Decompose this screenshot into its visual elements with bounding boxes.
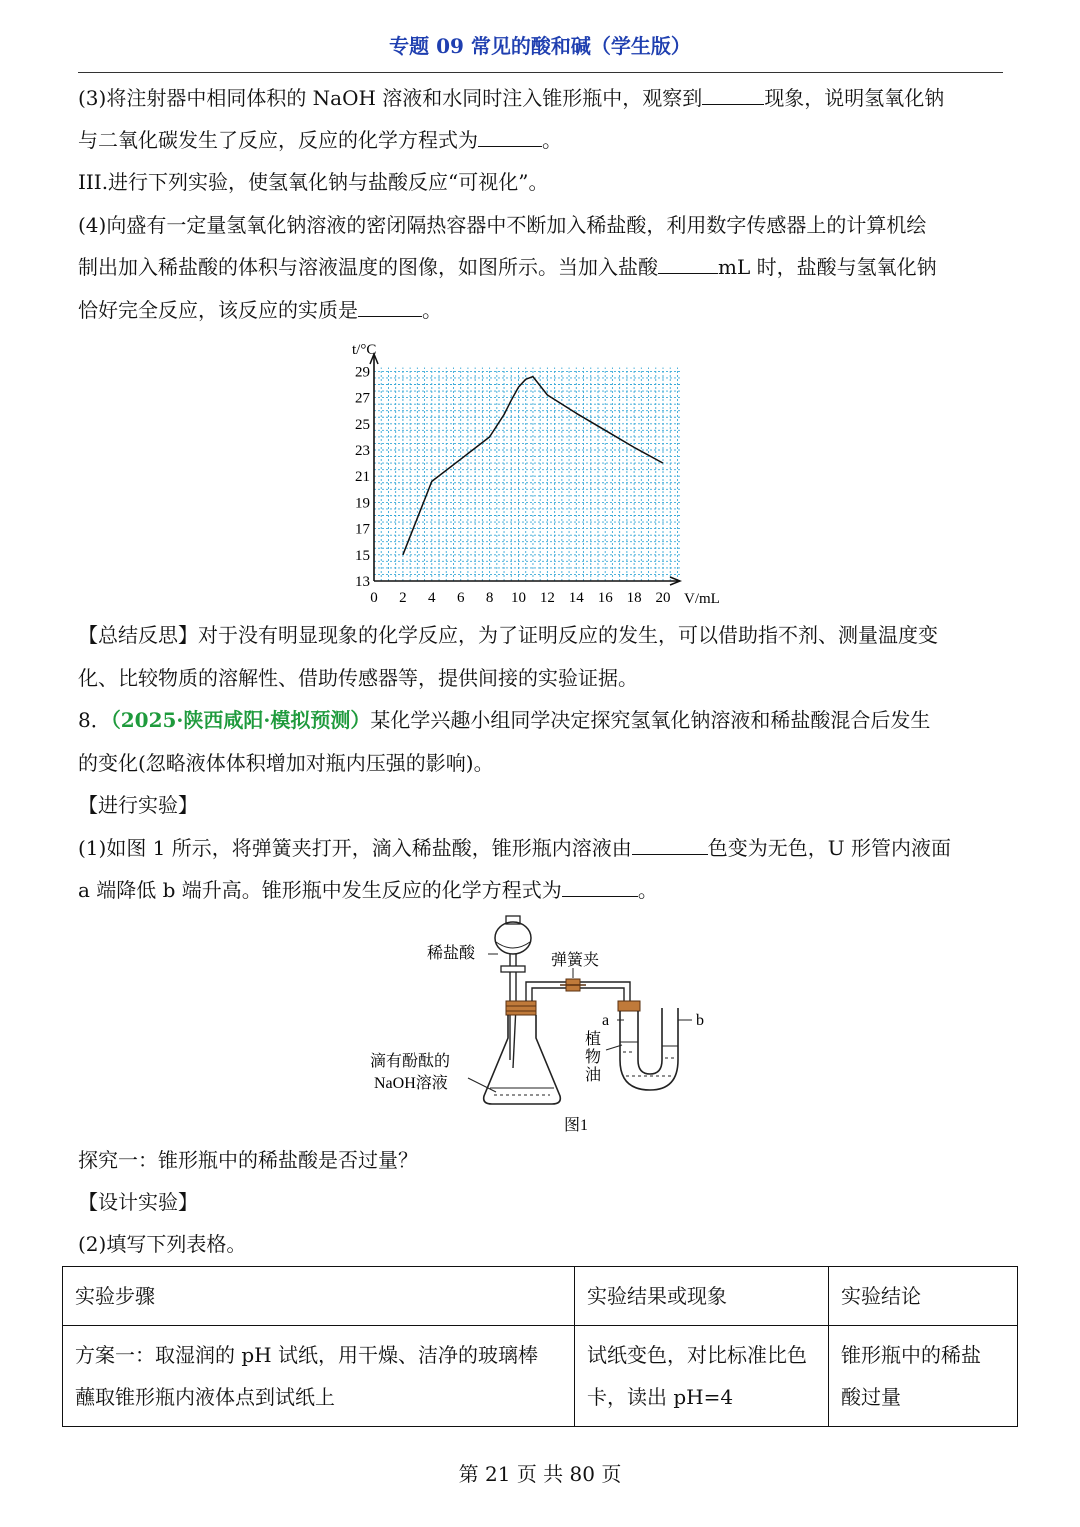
chart-x-tick-label: 2 <box>399 590 407 606</box>
q8-1-text-1b: 色变为无色，U 形管内液面 <box>707 836 951 860</box>
chart-y-label: t/°C <box>352 342 377 358</box>
label-spring-clamp: 弹簧夹 <box>551 952 600 969</box>
design-heading: 【设计实验】 <box>78 1190 198 1214</box>
part3-heading: III.进行下列实验，使氢氧化钠与盐酸反应“可视化”。 <box>78 170 549 194</box>
q8-1-text-2a: a 端降低 b 端升高。锥形瓶中发生反应的化学方程式为 <box>78 878 562 902</box>
chart-x-label: V/mL <box>684 591 720 607</box>
answer-blank[interactable] <box>702 80 764 105</box>
q3-text-1b: 现象，说明氢氧化钠 <box>764 86 945 110</box>
q8-1-line-2 <box>78 869 1008 911</box>
chart-y-tick-label: 29 <box>355 364 370 381</box>
label-b: b <box>696 1012 704 1029</box>
summary-line-2: 化、比较物质的溶解性、借助传感器等，提供间接的实验证据。 <box>78 666 638 690</box>
q4-line-3 <box>78 289 1008 331</box>
q3-line-1 <box>78 77 1008 119</box>
inquiry-1: 探究一：锥形瓶中的稀盐酸是否过量？ <box>78 1148 418 1172</box>
page-footer: 第 21 页 共 80 页 <box>458 1462 622 1486</box>
chart-y-tick-label: 13 <box>355 574 370 590</box>
figure-1-caption: 图1 <box>564 1117 589 1134</box>
chart-x-tick-label: 4 <box>428 590 436 606</box>
label-oil-2: 物 <box>585 1049 602 1066</box>
chart-x-tick-label: 10 <box>511 590 526 606</box>
q3-text-2a: 与二氧化碳发生了反应，反应的化学方程式为 <box>78 128 478 152</box>
q4-line-1: (4)向盛有一定量氢氧化钠溶液的密闭隔热容器中不断加入稀盐酸，利用数字传感器上的计算机绘 <box>78 213 927 237</box>
chart-y-tick-label: 21 <box>355 469 370 486</box>
table-header-cell: 实验结论 <box>829 1267 1018 1326</box>
u-tube-outer <box>620 1008 678 1090</box>
chart-ticks <box>355 364 671 606</box>
header-divider <box>78 72 1003 73</box>
table-header-cell: 实验结果或现象 <box>575 1267 829 1326</box>
chart-x-tick-label: 8 <box>485 590 494 606</box>
chart-y-tick-label: 17 <box>355 521 370 538</box>
chart-x-tick-label: 16 <box>597 590 613 606</box>
conical-flask <box>484 1015 561 1104</box>
chart-y-tick-label: 25 <box>355 416 370 433</box>
chart-y-tick-label: 23 <box>355 443 370 459</box>
leader-line-naoh <box>468 1078 496 1092</box>
chart-x-tick-label: 18 <box>626 590 642 606</box>
label-dilute-hcl: 稀盐酸 <box>427 945 476 962</box>
label-oil-1: 植 <box>585 1031 602 1048</box>
chart-x-tick-label: 6 <box>456 590 465 606</box>
q3-text-1a: (3)将注射器中相同体积的 NaOH 溶液和水同时注入锥形瓶中，观察到 <box>78 86 703 110</box>
q3-text-2b: 。 <box>542 128 562 152</box>
table-text: 卡，读出 pH=4 <box>587 1385 734 1409</box>
flask-stopper <box>506 1001 536 1015</box>
label-naoh-2: NaOH溶液 <box>374 1075 448 1092</box>
q8-2-text: (2)填写下列表格。 <box>78 1232 247 1256</box>
table-text: 锥形瓶中的稀盐 <box>841 1343 981 1367</box>
chart-x-tick-label: 0 <box>370 590 378 606</box>
label-oil-3: 油 <box>585 1067 602 1084</box>
figure-1-apparatus <box>360 910 730 1140</box>
table-cell-result <box>575 1326 829 1427</box>
q4-text-3b: 。 <box>422 298 442 322</box>
q3-line-2 <box>78 119 1008 161</box>
q4-text-2b: mL 时，盐酸与氢氧化钠 <box>718 255 937 279</box>
experiment-table <box>62 1266 1018 1427</box>
chart-y-tick-label: 27 <box>355 390 370 407</box>
funnel-stopcock <box>501 966 525 972</box>
chart-y-tick-label: 15 <box>355 547 370 564</box>
table-header-row <box>63 1267 1018 1326</box>
q8-line-1 <box>78 699 1008 741</box>
answer-blank[interactable] <box>658 249 718 274</box>
summary-line-1: 【总结反思】对于没有明显现象的化学反应，为了证明反应的发生，可以借助指不剂、测量温度变 <box>78 623 938 647</box>
q4-text-3a: 恰好完全反应，该反应的实质是 <box>78 298 358 322</box>
chart-grid <box>374 367 682 581</box>
table-text: 试纸变色，对比标准比色 <box>587 1343 807 1367</box>
q8-1-text-2b: 。 <box>637 878 658 902</box>
q8-1-line-1 <box>78 827 1008 869</box>
chart-x-tick-label: 20 <box>655 590 671 606</box>
table-text: 方案一：取湿润的 pH 试纸，用干燥、洁净的玻璃棒 <box>75 1343 538 1367</box>
table-text: 酸过量 <box>841 1385 901 1409</box>
page-header-title: 专题 09 常见的酸和碱（学生版） <box>389 34 691 58</box>
q8-1-text-1a: (1)如图 1 所示，将弹簧夹打开，滴入稀盐酸，锥形瓶内溶液由 <box>78 836 632 860</box>
experiment-heading: 【进行实验】 <box>78 793 198 817</box>
table-cell-step <box>63 1326 575 1427</box>
table-cell-conclusion <box>829 1326 1018 1427</box>
funnel-liquid-line <box>496 942 530 948</box>
temperature-volume-chart <box>340 338 740 610</box>
answer-blank[interactable] <box>632 830 708 855</box>
table-header-cell: 实验步骤 <box>63 1267 575 1326</box>
u-tube-inner <box>638 1008 662 1074</box>
table-text: 蘸取锥形瓶内液体点到试纸上 <box>75 1385 335 1409</box>
q4-text-2a: 制出加入稀盐酸的体积与溶液温度的图像，如图所示。当加入盐酸 <box>78 255 658 279</box>
answer-blank[interactable] <box>478 122 542 147</box>
chart-x-tick-label: 12 <box>539 590 555 606</box>
label-a: a <box>602 1012 610 1029</box>
chart-y-tick-label: 19 <box>355 495 370 512</box>
funnel-bulb <box>495 922 531 954</box>
q8-line-2: 的变化(忽略液体体积增加对瓶内压强的影响)。 <box>78 751 494 775</box>
u-tube-stopper <box>618 1001 640 1011</box>
q8-number: 8． <box>78 708 111 732</box>
table-row <box>63 1326 1018 1427</box>
q4-line-2 <box>78 246 1008 288</box>
answer-blank[interactable] <box>358 292 422 317</box>
chart-x-tick-label: 14 <box>568 590 584 606</box>
chart-axes <box>370 354 680 585</box>
label-naoh-1: 滴有酚酞的 <box>370 1053 451 1070</box>
q8-text-1: 某化学兴趣小组同学决定探究氢氧化钠溶液和稀盐酸混合后发生 <box>370 708 931 732</box>
q8-source: （2025·陕西咸阳·模拟预测） <box>110 708 371 732</box>
answer-blank[interactable] <box>562 872 638 897</box>
